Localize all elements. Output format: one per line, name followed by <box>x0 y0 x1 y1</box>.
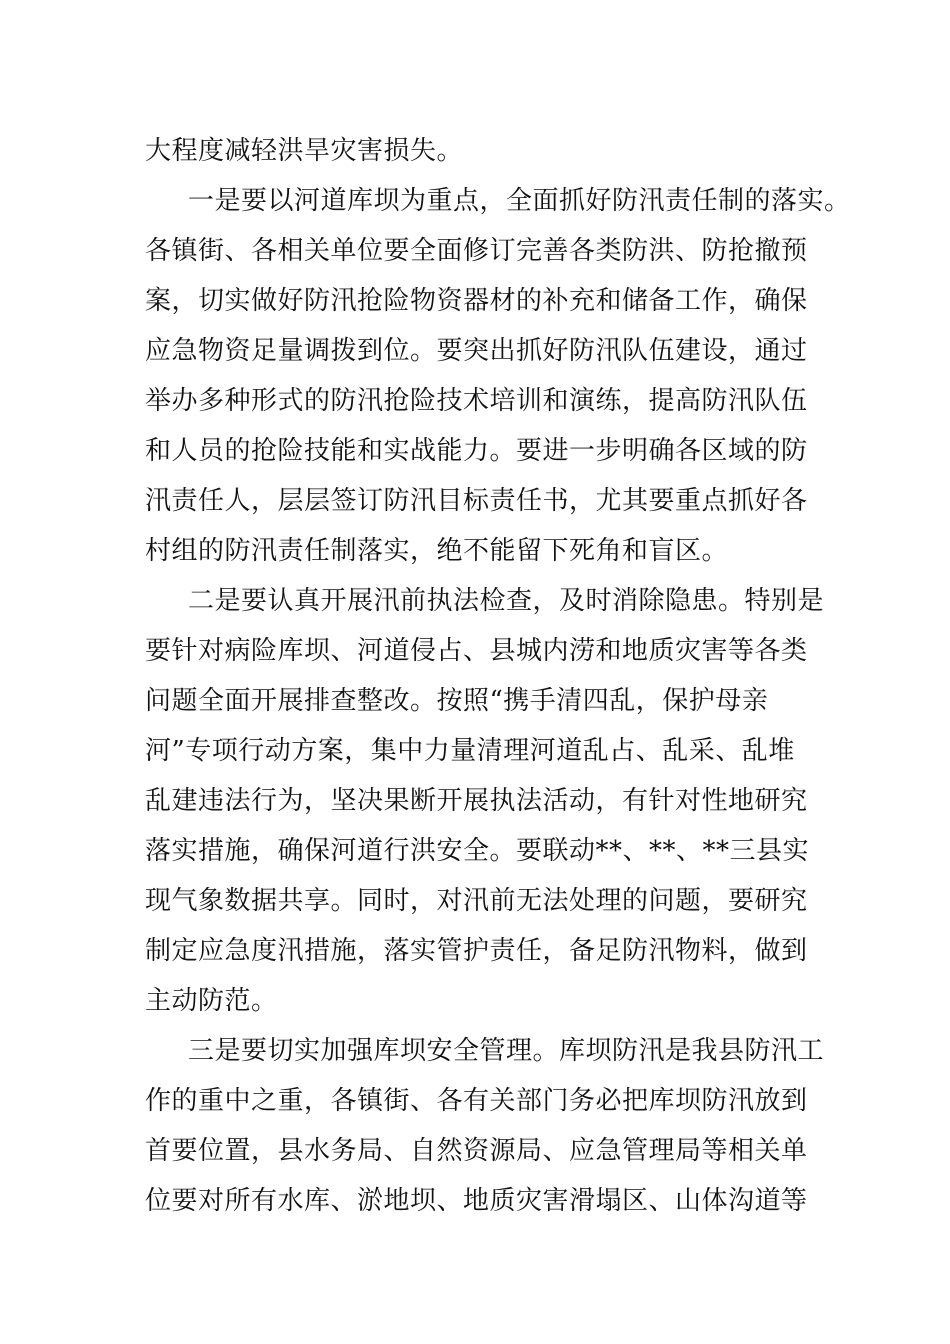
text-line: 和人员的抢险技能和实战能力。要进一步明确各区域的防 <box>145 436 808 466</box>
text-line: 河”专项行动方案，集中力量清理河道乱占、乱采、乱堆 <box>145 736 795 766</box>
text-line: 案，切实做好防汛抢险物资器材的补充和储备工作，确保 <box>145 286 808 316</box>
text-line: 大程度减轻洪旱灾害损失。 <box>145 136 464 166</box>
paragraph-start-line: 二是要认真开展汛前执法检查，及时消除隐患。特别是 <box>188 586 825 616</box>
text-line: 落实措施，确保河道行洪安全。要联动**、**、**三县实 <box>145 836 810 866</box>
text-line: 各镇街、各相关单位要全面修订完善各类防洪、防抢撤预 <box>145 236 808 266</box>
text-line: 乱建违法行为，坚决果断开展执法活动，有针对性地研究 <box>145 786 808 816</box>
text-line: 举办多种形式的防汛抢险技术培训和演练，提高防汛队伍 <box>145 386 808 416</box>
text-line: 现气象数据共享。同时，对汛前无法处理的问题，要研究 <box>145 886 808 916</box>
text-line: 应急物资足量调拨到位。要突出抓好防汛队伍建设，通过 <box>145 336 808 366</box>
text-line: 村组的防汛责任制落实，绝不能留下死角和盲区。 <box>145 536 729 566</box>
text-line: 主动防范。 <box>145 986 278 1016</box>
paragraph-start-line: 一是要以河道库坝为重点，全面抓好防汛责任制的落实。 <box>188 186 851 216</box>
text-line: 位要对所有水库、淤地坝、地质灾害滑塌区、山体沟道等 <box>145 1186 808 1216</box>
paragraph-start-line: 三是要切实加强库坝安全管理。库坝防汛是我县防汛工 <box>188 1036 825 1066</box>
text-line: 汛责任人，层层签订防汛目标责任书，尤其要重点抓好各 <box>145 486 808 516</box>
text-line: 制定应急度汛措施，落实管护责任，备足防汛物料，做到 <box>145 936 808 966</box>
text-line: 作的重中之重，各镇街、各有关部门务必把库坝防汛放到 <box>145 1086 808 1116</box>
text-line: 要针对病险库坝、河道侵占、县城内涝和地质灾害等各类 <box>145 636 808 666</box>
text-line: 问题全面开展排查整改。按照“携手清四乱，保护母亲 <box>145 686 769 716</box>
text-line: 首要位置，县水务局、自然资源局、应急管理局等相关单 <box>145 1136 808 1166</box>
